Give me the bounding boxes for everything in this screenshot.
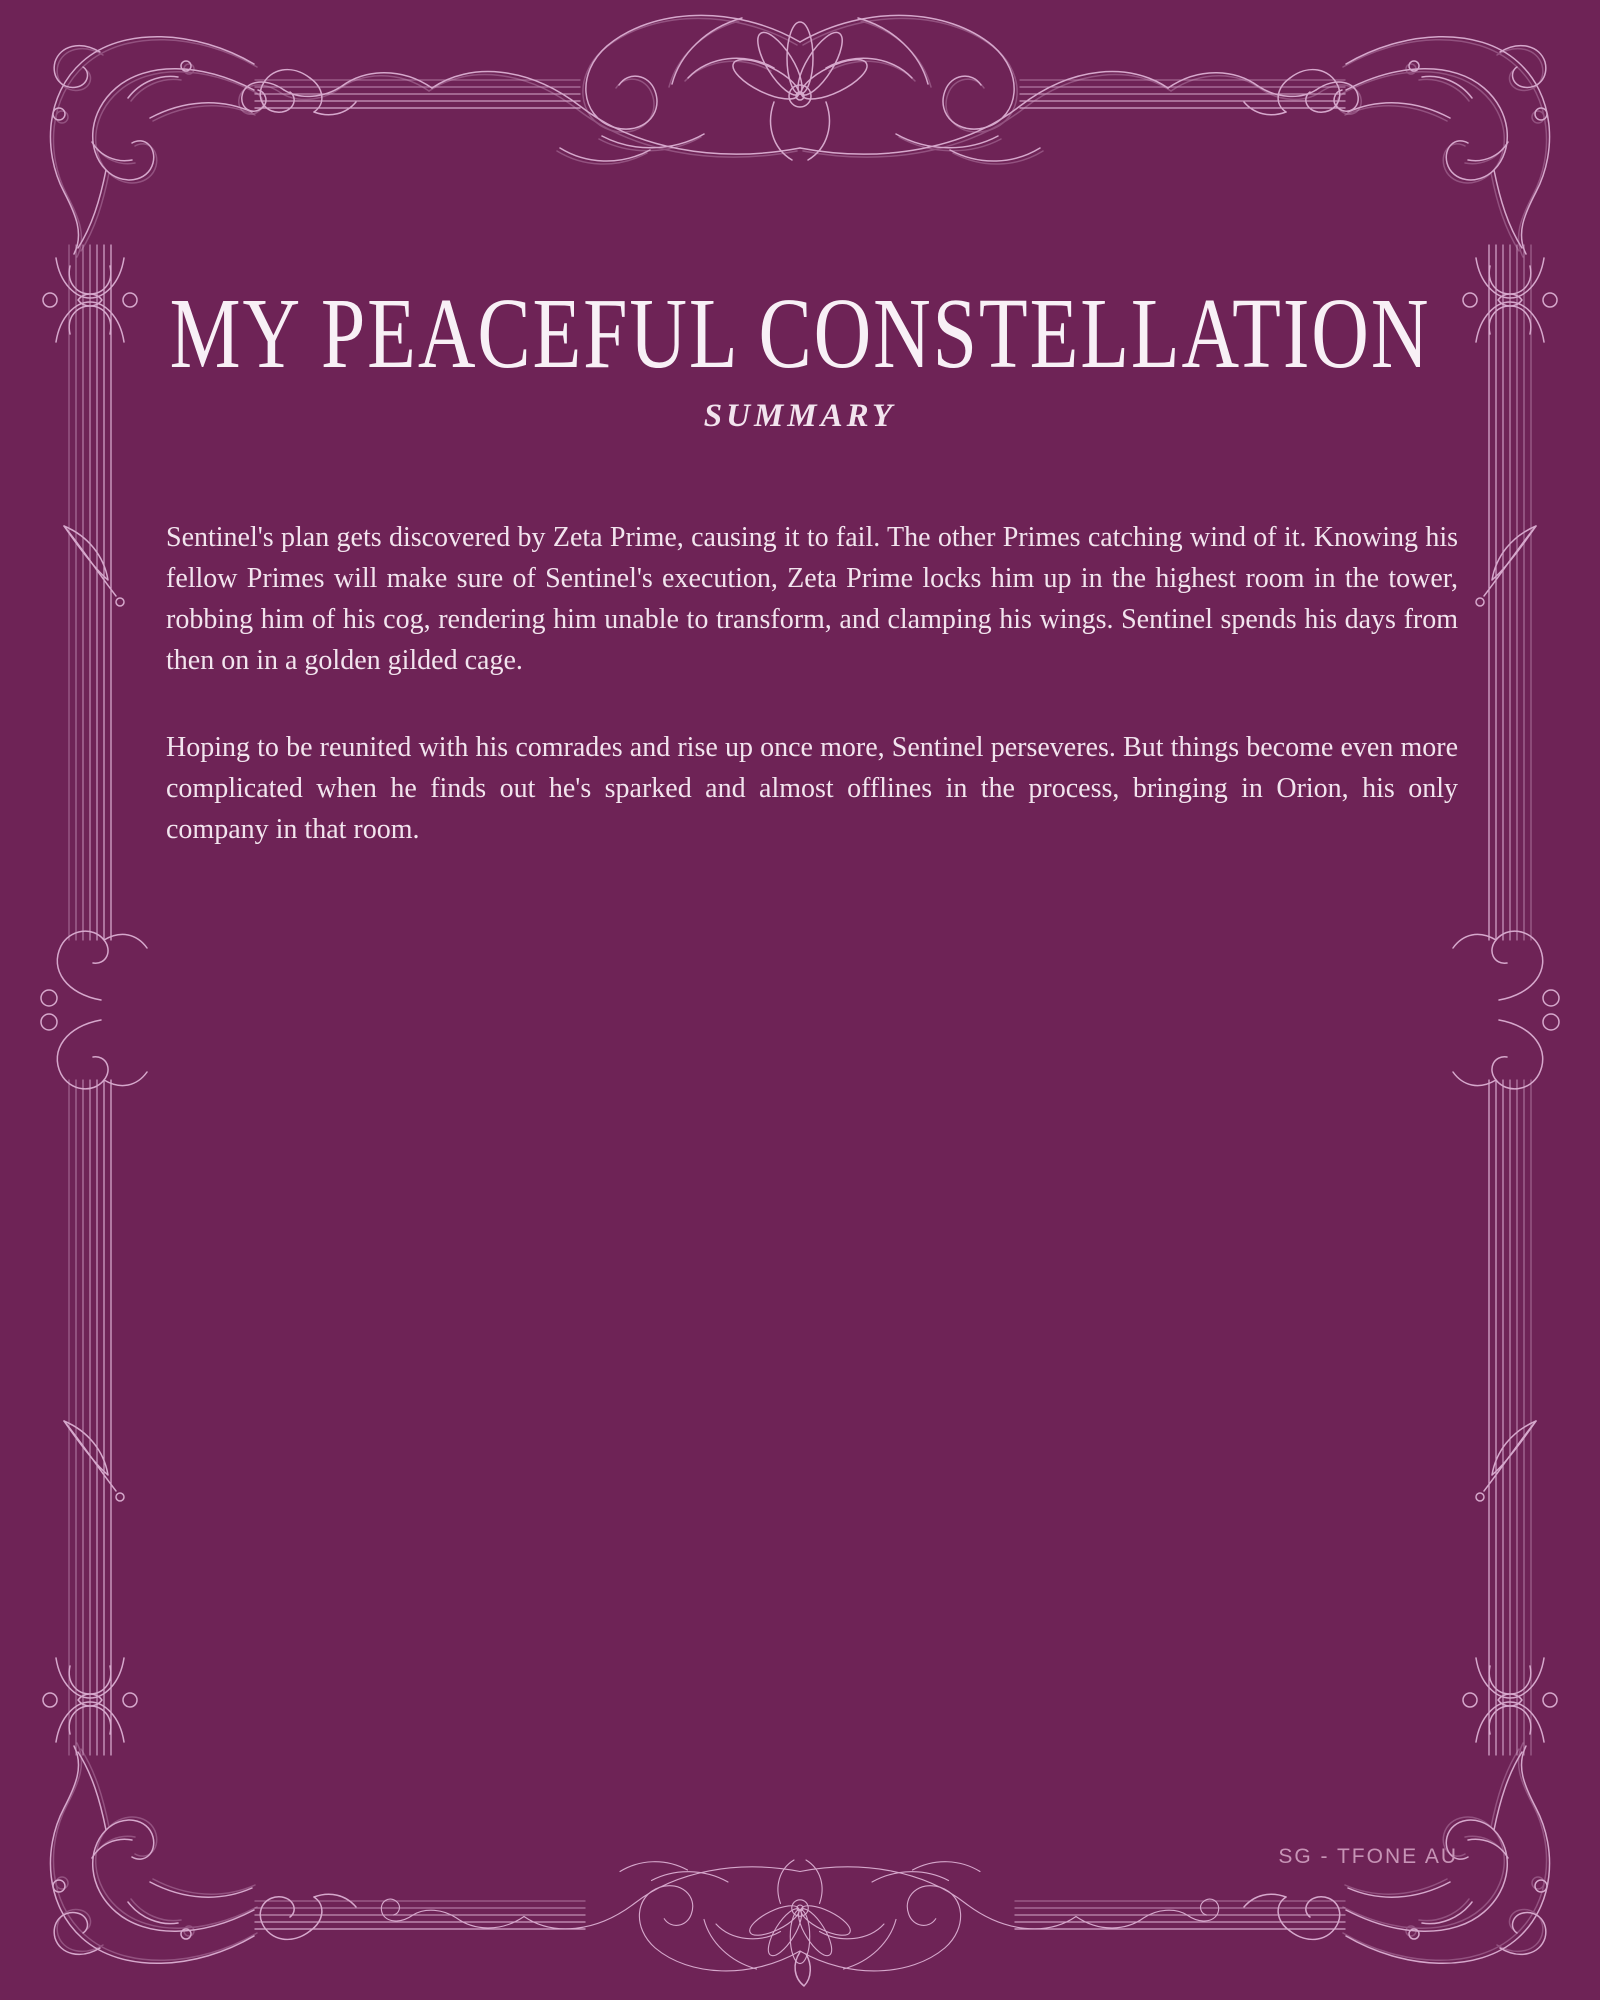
drop-finial-icon — [795, 1952, 810, 1986]
summary-body — [166, 517, 1458, 850]
bottom-center-flourish — [381, 1860, 1218, 1986]
corner-flourish-bottom-left — [50, 1743, 257, 1963]
edge-knot-left — [41, 931, 147, 1089]
top-center-flourish — [239, 15, 1361, 164]
frame-band-left — [69, 245, 111, 1755]
credit-text: SG - TFONE AU — [1278, 1845, 1458, 1868]
summary-paragraph-1: Sentinel's plan gets discovered by Zeta Prime, causing it to fail. The other Primes catching wind of it. Knowing his fellow Primes will make sure of Sentinel's execution, Zeta Prime locks him up in the highest room in the tower, robbing him of his cog, rendering him unable to transform, and clamping his wings. Sentinel spends his days from then on in a golden gilded cage. — [166, 522, 1458, 676]
corner-flourish-top-right — [1343, 37, 1550, 257]
frame-band-right — [1489, 245, 1531, 1755]
column-capital-icon — [43, 258, 1557, 1742]
header — [0, 278, 1600, 435]
page-title: MY PEACEFUL CONSTELLATION — [169, 278, 1431, 390]
summary-paragraph-2: Hoping to be reunited with his comrades and rise up once more, Sentinel perseveres. But things become even more complicated when he finds out he's sparked and almost offlines in the process, bringing in Orion, his only company in that room. — [166, 732, 1458, 845]
corner-flourish-top-left — [50, 37, 257, 257]
edge-knot-right — [1453, 931, 1559, 1089]
page-subtitle: SUMMARY — [703, 398, 897, 434]
